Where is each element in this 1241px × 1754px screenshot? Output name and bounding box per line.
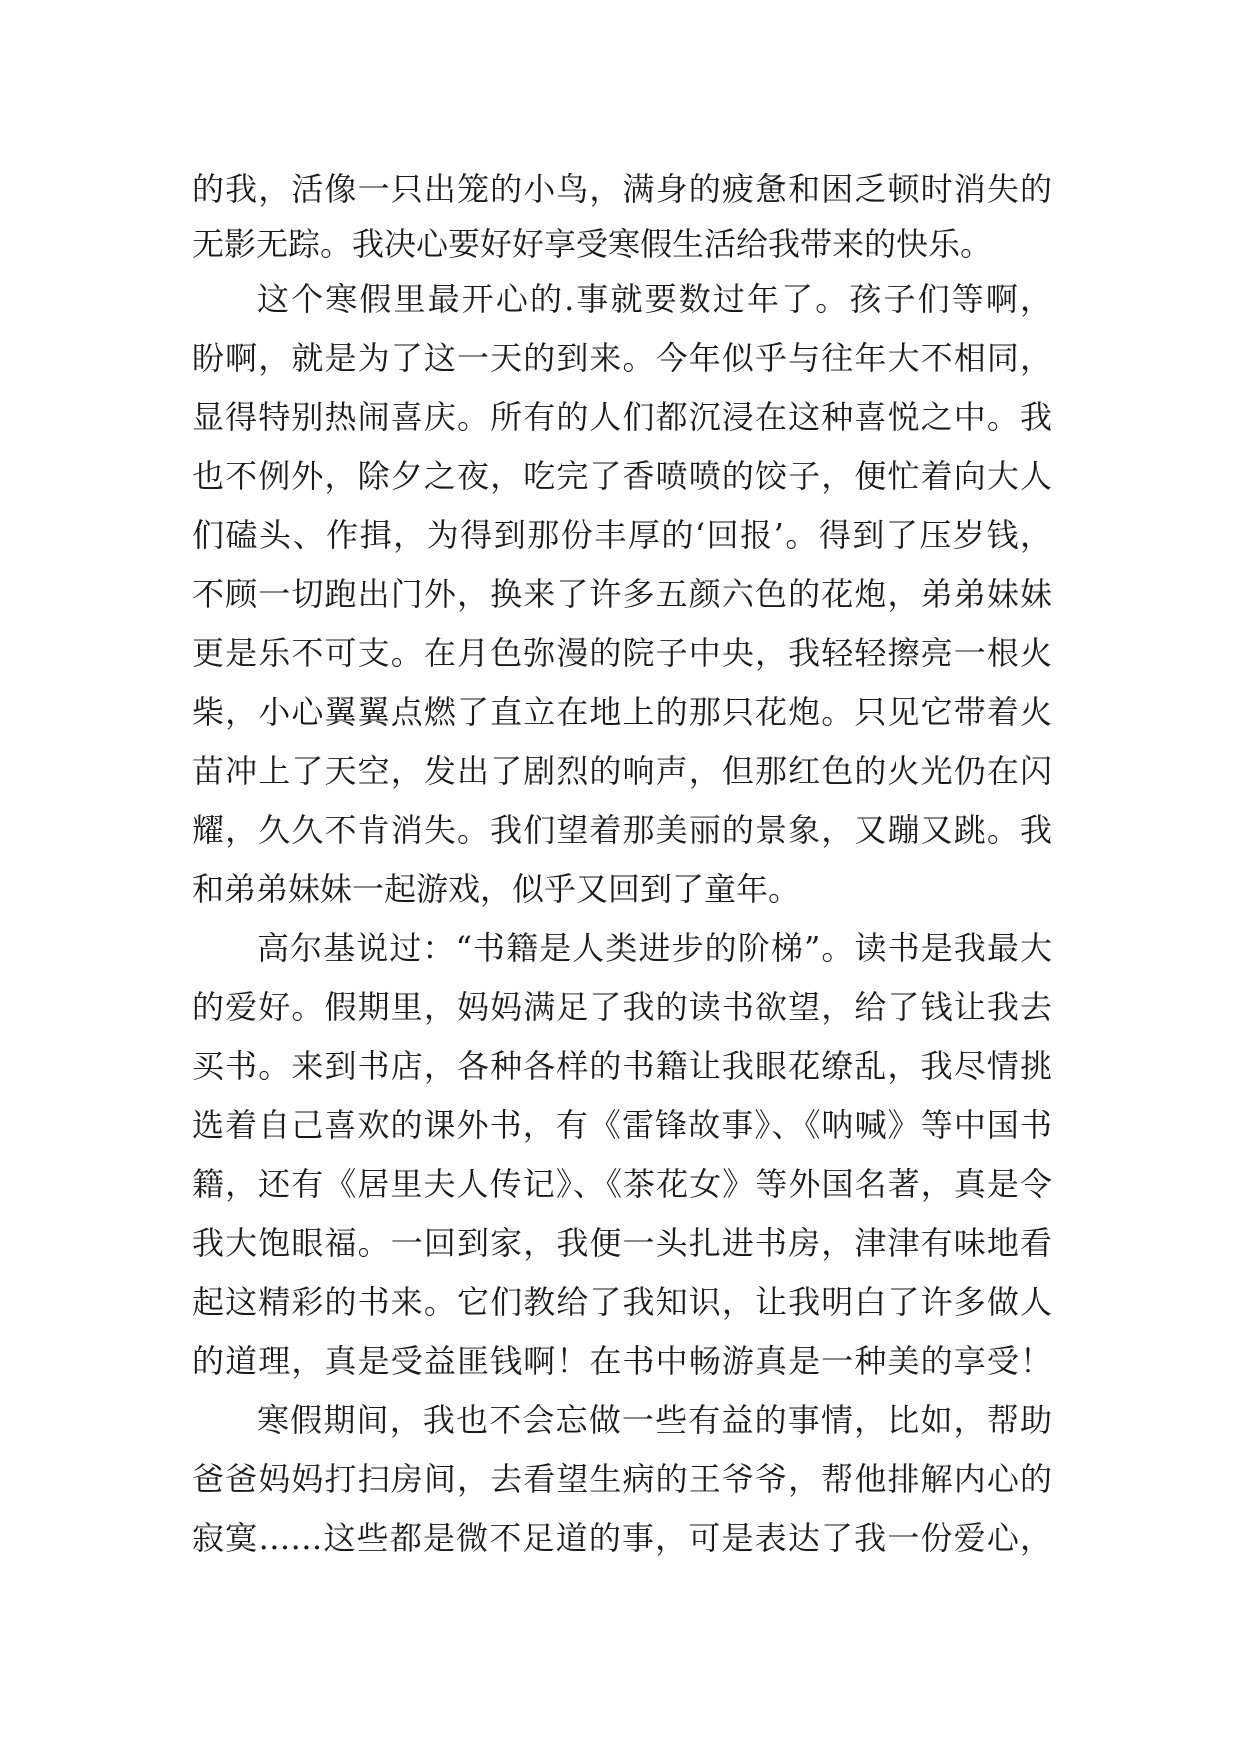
paragraph-4-line-3: 寂寞……这些都是微不足道的事，可是表达了我一份爱心， (192, 1519, 1052, 1557)
paragraph-2-line-11: 和弟弟妹妹一起游戏，似乎又回到了童年。 (192, 870, 801, 908)
paragraph-3-line-5: 籍，还有《居里夫人传记》、《茶花女》等外国名著，真是令 (192, 1165, 1052, 1203)
paragraph-3-line-8: 的道理，真是受益匪钱啊！在书中畅游真是一种美的享受！ (192, 1342, 1052, 1380)
paragraph-3-line-2: 的爱好。假期里，妈妈满足了我的读书欲望，给了钱让我去 (192, 988, 1052, 1026)
paragraph-2-line-2: 盼啊，就是为了这一天的到来。今年似乎与往年大不相同， (192, 339, 1052, 377)
paragraph-4-line-2: 爸爸妈妈打扫房间，去看望生病的王爷爷，帮他排解内心的 (192, 1460, 1052, 1498)
paragraph-2-line-9: 苗冲上了天空，发出了剧烈的响声，但那红色的火光仍在闪 (192, 752, 1052, 790)
paragraph-2-line-4: 也不例外，除夕之夜，吃完了香喷喷的饺子，便忙着向大人 (192, 457, 1052, 495)
paragraph-2-line-6: 不顾一切跑出门外，换来了许多五颜六色的花炮，弟弟妹妹 (192, 575, 1052, 613)
paragraph-3-line-6: 我大饱眼福。一回到家，我便一头扎进书房，津津有味地看 (192, 1224, 1052, 1262)
paragraph-3-line-4: 选着自己喜欢的课外书，有《雷锋故事》、《呐喊》等中国书 (192, 1106, 1052, 1144)
paragraph-2-line-8: 柴，小心翼翼点燃了直立在地上的那只花炮。只见它带着火 (192, 693, 1052, 731)
paragraph-2-line-10: 耀，久久不肯消失。我们望着那美丽的景象，又蹦又跳。我 (192, 811, 1052, 849)
paragraph-2-line-5: 们磕头、作揖，为得到那份丰厚的‘回报’。得到了压岁钱， (192, 516, 1052, 554)
paragraph-3-line-3: 买书。来到书店，各种各样的书籍让我眼花缭乱，我尽情挑 (192, 1047, 1052, 1085)
paragraph-3-line-7: 起这精彩的书来。它们教给了我知识，让我明白了许多做人 (192, 1283, 1052, 1321)
paragraph-2-line-7: 更是乐不可支。在月色弥漫的院子中央，我轻轻擦亮一根火 (192, 634, 1052, 672)
paragraph-4-line-1: 寒假期间，我也不会忘做一些有益的事情，比如，帮助 (257, 1401, 1052, 1439)
paragraph-2-line-3: 显得特别热闹喜庆。所有的人们都沉浸在这种喜悦之中。我 (192, 398, 1052, 436)
paragraph-3-line-1: 高尔基说过：“书籍是人类进步的阶梯”。读书是我最大 (257, 929, 1052, 967)
paragraph-1-line-2: 无影无踪。我决心要好好享受寒假生活给我带来的快乐。 (192, 225, 993, 263)
paragraph-2-line-1: 这个寒假里最开心的.事就要数过年了。孩子们等啊， (257, 280, 1052, 318)
paragraph-1-line-1: 的我，活像一只出笼的小鸟，满身的疲惫和困乏顿时消失的 (192, 170, 1052, 208)
